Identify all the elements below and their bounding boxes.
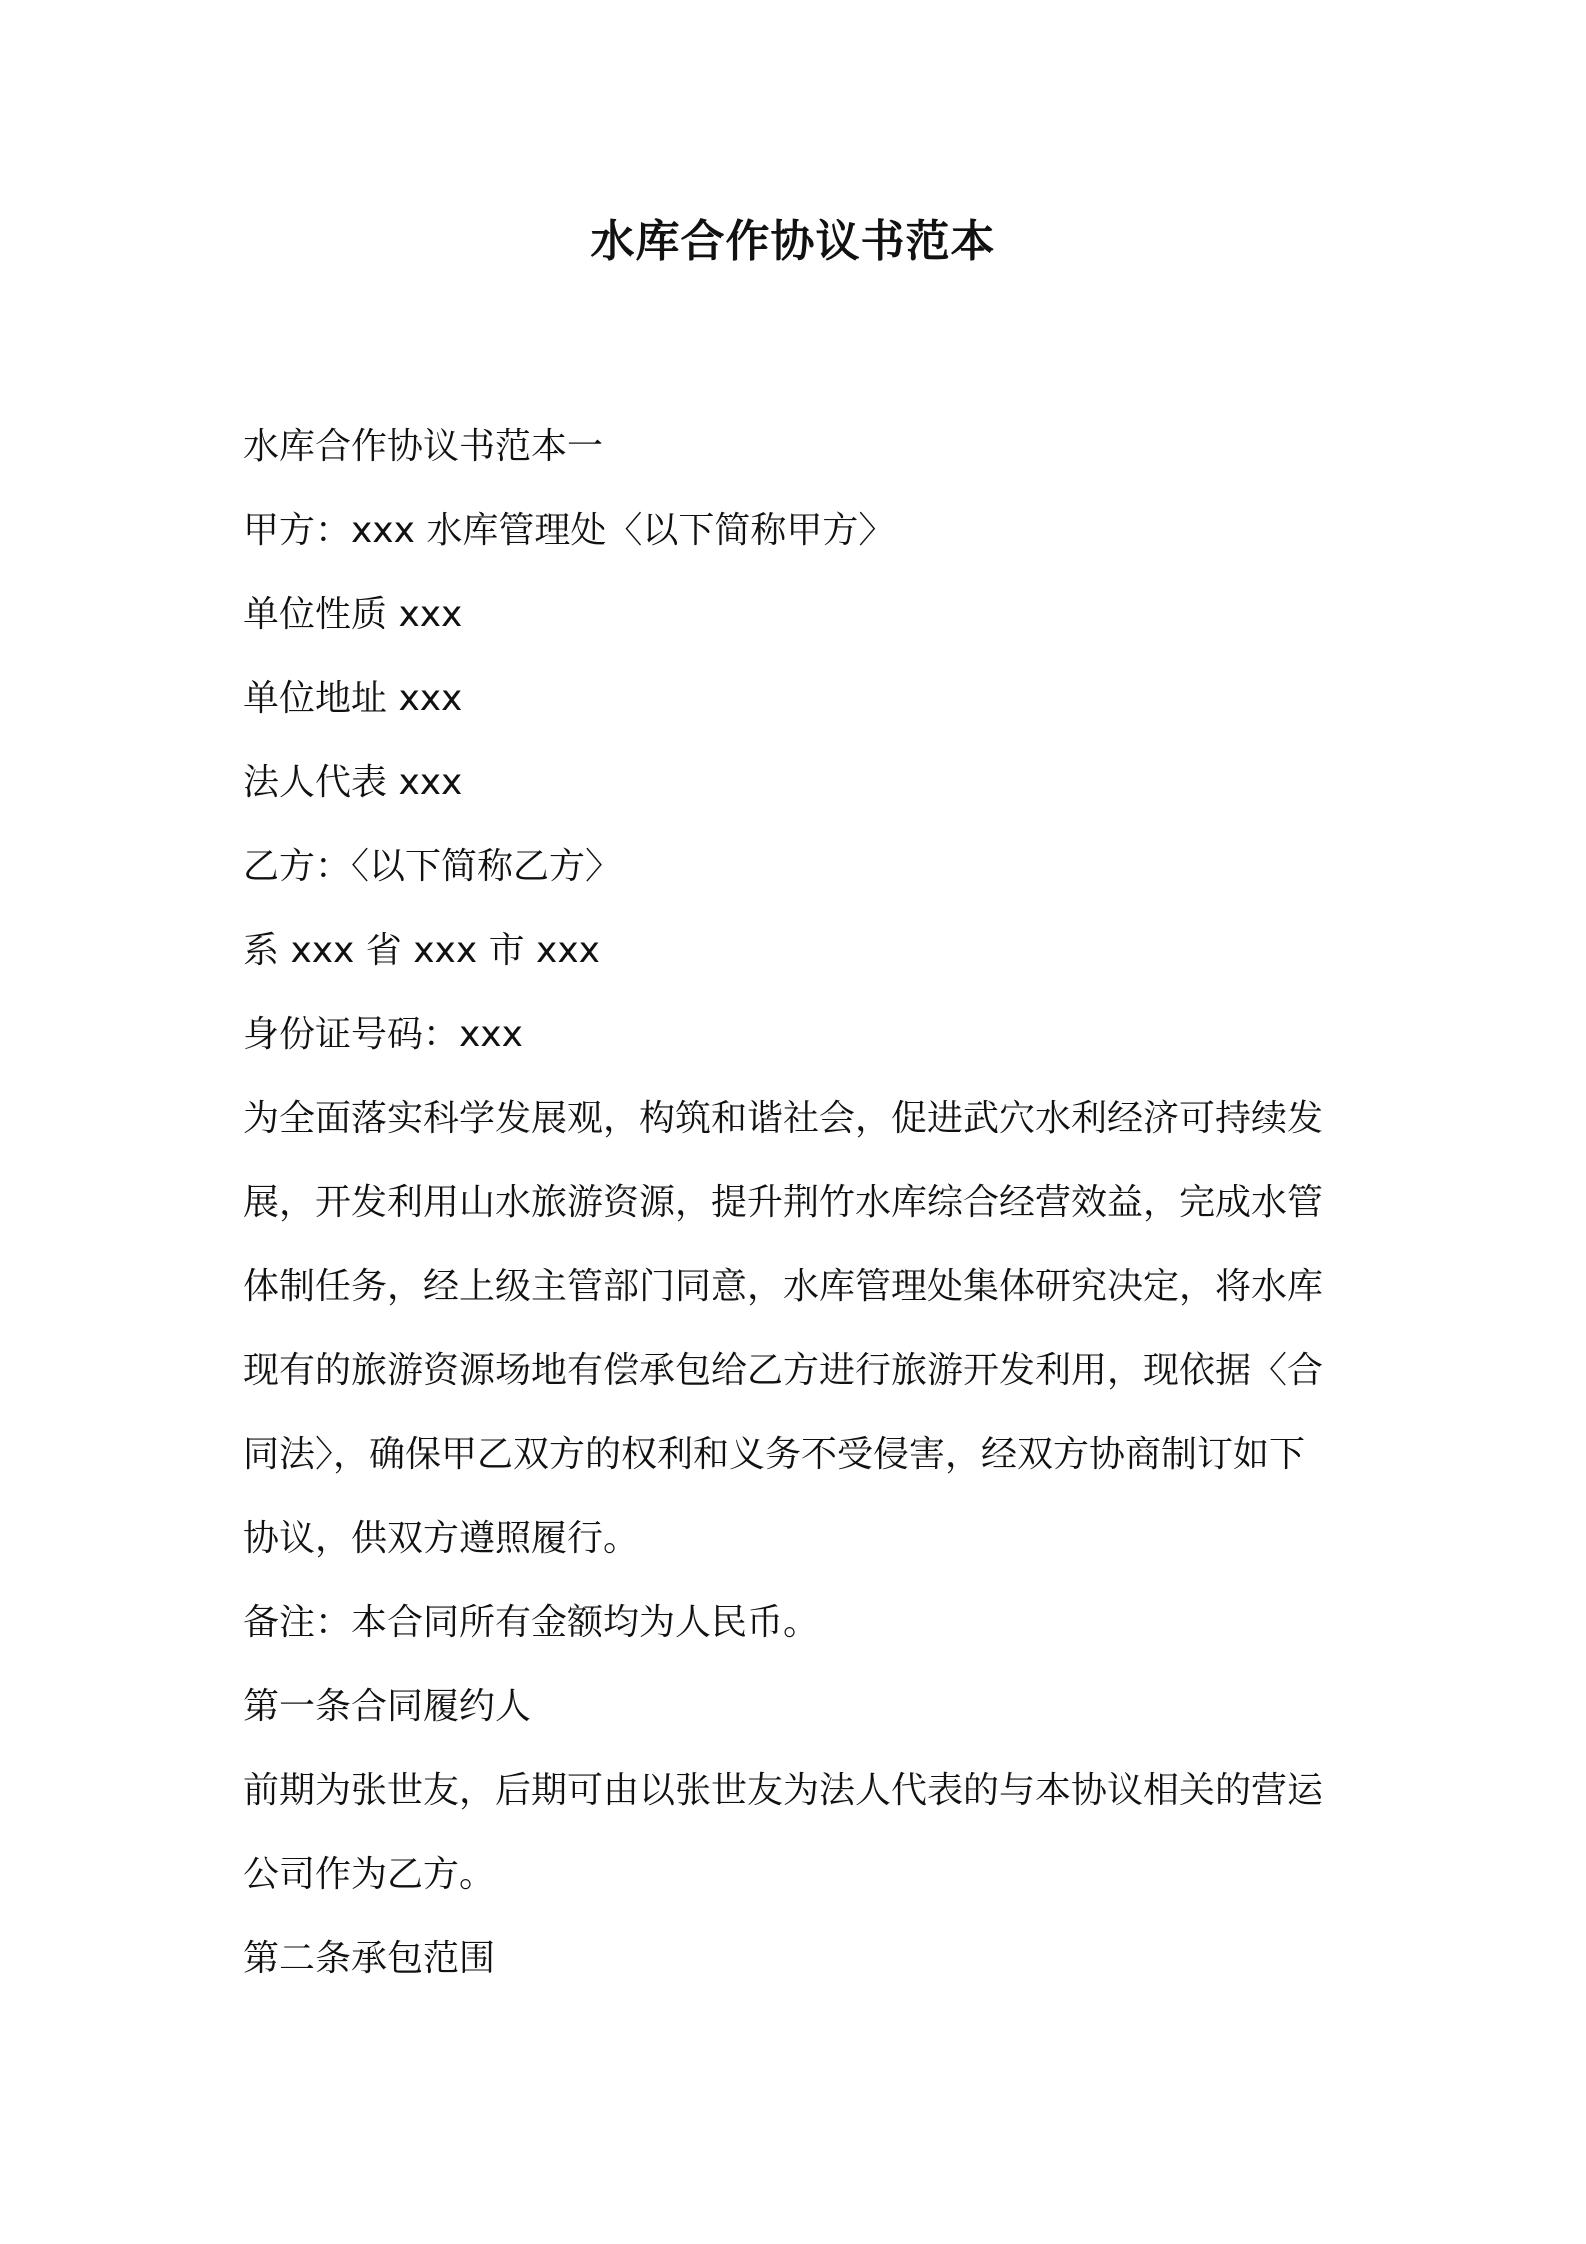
unit-address-line: 单位地址 xxx xyxy=(243,678,463,719)
article-1-text: 前期为张世友，后期可由以张世友为法人代表的与本协议相关的营运 xyxy=(243,1770,1324,1811)
preamble-line: 展，开发利用山水旅游资源，提升荆竹水库综合经营效益，完成水管 xyxy=(243,1182,1324,1223)
article-2-heading: 第二条承包范围 xyxy=(243,1938,496,1979)
article-1-text: 公司作为乙方。 xyxy=(243,1854,496,1895)
legal-representative-line: 法人代表 xxx xyxy=(243,762,463,803)
party-b-line: 乙方：〈以下简称乙方〉 xyxy=(243,846,622,887)
preamble-line: 现有的旅游资源场地有偿承包给乙方进行旅游开发利用，现依据〈合 xyxy=(243,1350,1324,1391)
party-b-origin-line: 系 xxx 省 xxx 市 xxx xyxy=(243,930,600,971)
preamble-line: 体制任务，经上级主管部门同意，水库管理处集体研究决定，将水库 xyxy=(243,1266,1324,1307)
section-heading: 水库合作协议书范本一 xyxy=(243,426,604,467)
document-title: 水库合作协议书范本 xyxy=(590,216,996,267)
document-body xyxy=(243,405,1353,2001)
party-a-line: 甲方：xxx 水库管理处〈以下简称甲方〉 xyxy=(243,510,895,551)
preamble-line: 协议，供双方遵照履行。 xyxy=(243,1518,640,1559)
preamble-line: 为全面落实科学发展观，构筑和谐社会，促进武穴水利经济可持续发 xyxy=(243,1098,1324,1139)
preamble-line: 同法〉，确保甲乙双方的权利和义务不受侵害，经双方协商制订如下 xyxy=(243,1434,1306,1475)
article-1-heading: 第一条合同履约人 xyxy=(243,1686,532,1727)
unit-nature-line: 单位性质 xxx xyxy=(243,594,463,635)
id-number-line: 身份证号码：xxx xyxy=(243,1014,523,1055)
remark-line: 备注：本合同所有金额均为人民币。 xyxy=(243,1602,820,1643)
